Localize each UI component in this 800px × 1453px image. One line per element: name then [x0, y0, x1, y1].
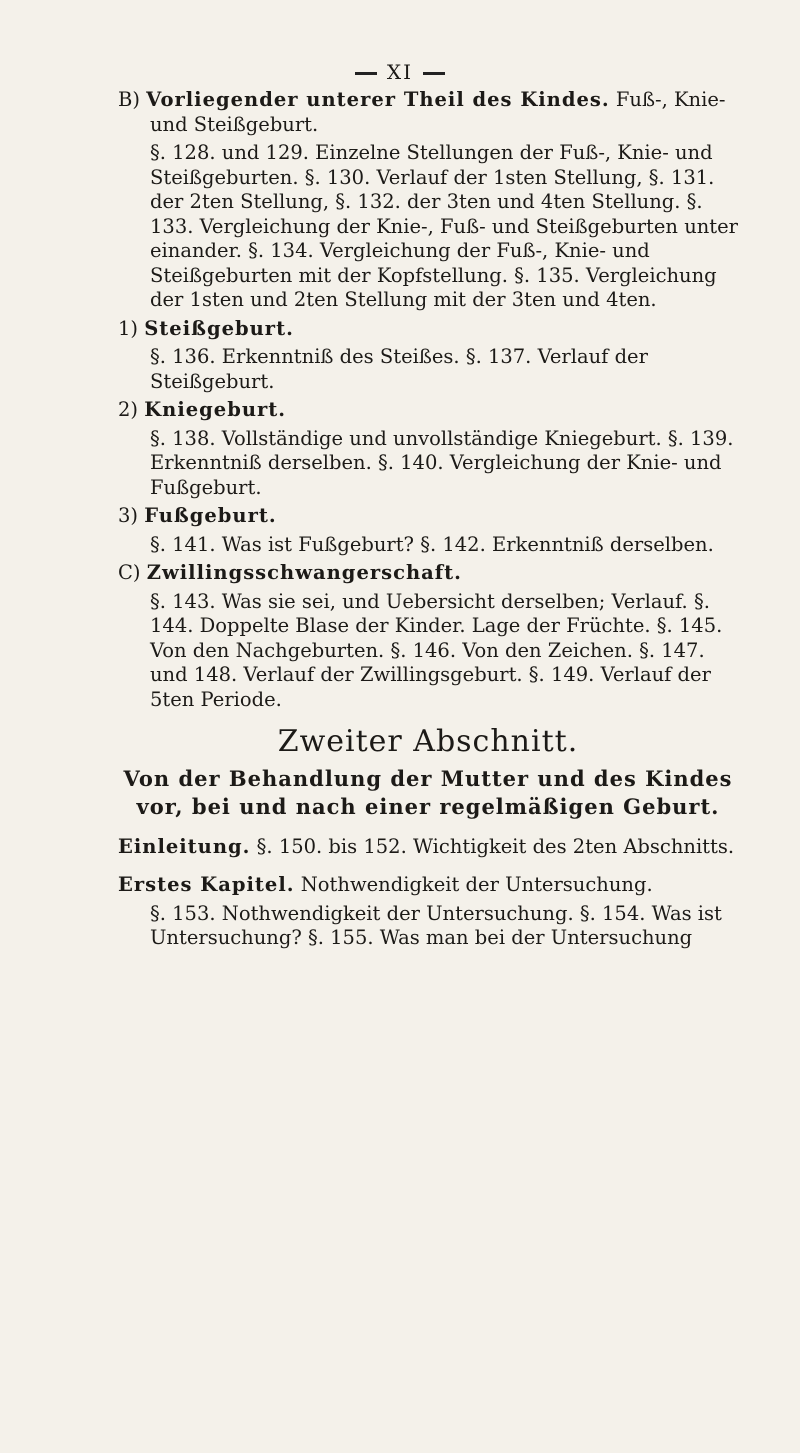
section-c-label: C)	[118, 561, 141, 584]
part-heading: Zweiter Abschnitt.	[277, 724, 579, 759]
part-subheading: Von der Behandlung der Mutter und des Kindes vor, bei und nach einer regelmäßigen Geburt.	[123, 765, 733, 819]
introduction-label: Einleitung.	[118, 834, 251, 858]
chapter-1-label: Erstes Kapitel.	[118, 873, 295, 896]
subsection-2	[118, 398, 738, 423]
section-c-title: Zwillingsschwangerschaft.	[146, 561, 462, 584]
page-header	[0, 60, 800, 84]
chapter-1-entry	[118, 873, 738, 898]
subsection-3-title: Fußgeburt.	[144, 504, 277, 527]
introduction-text: §. 150. bis 152. Wichtigkeit des 2ten Abschnitts.	[250, 834, 735, 858]
section-c	[118, 561, 738, 586]
subsection-3-label: 3)	[118, 504, 139, 527]
subsection-3-items: §. 141. Was ist Fußgeburt? §. 142. Erkenntniß derselben.	[150, 532, 714, 556]
subsection-1-label: 1)	[118, 316, 139, 340]
table-of-contents	[118, 88, 738, 955]
section-b-items: §. 128. und 129. Einzelne Stellungen der Fuß-, Knie- und Steißgeburten. §. 130. Verlauf der 1sten Stellung, §. 131. der 2ten Stellung, §. 132. der 3ten und 4ten Stellung. §. 133. Vergleichung der Knie-, Fuß- und Steißgeburten unter einander. §. 134. Vergleichung der Fuß-, Knie- und Steißgeburten mit der Kopfstellung. §. 135. Vergleichung der 1sten und 2ten Stellung mit der 3ten und 4ten.	[150, 141, 739, 311]
chapter-1-title: Nothwendigkeit der Untersuchung.	[294, 873, 653, 896]
section-b	[118, 88, 738, 137]
subsection-1-items: §. 136. Erkenntniß des Steißes. §. 137. Verlauf der Steißgeburt.	[150, 345, 648, 393]
chapter-1-items: §. 153. Nothwendigkeit der Untersuchung. §. 154. Was ist Untersuchung? §. 155. Was man bei der Untersuchung	[150, 901, 722, 949]
subsection-1-title: Steißgeburt.	[144, 316, 294, 340]
section-b-label: B)	[118, 88, 140, 111]
page-number: XI	[386, 60, 414, 84]
subsection-3	[118, 504, 738, 529]
header-dash-left	[355, 72, 377, 75]
subsection-2-title: Kniegeburt.	[144, 398, 287, 421]
subsection-1	[118, 317, 738, 342]
header-dash-right	[423, 72, 445, 75]
section-b-title: Vorliegender unterer Theil des Kindes.	[146, 88, 610, 111]
section-c-items: §. 143. Was sie sei, und Uebersicht derselben; Verlauf. §. 144. Doppelte Blase der Kinder. Lage der Früchte. §. 145. Von den Nachgeburten. §. 146. Von den Zeichen. §. 147. und 148. Verlauf der Zwillingsgeburt. §. 149. Verlauf der 5ten Periode.	[150, 589, 723, 711]
subsection-2-items: §. 138. Vollständige und unvollständige Kniegeburt. §. 139. Erkenntniß derselben. §. 140. Vergleichung der Knie- und Fußgeburt.	[150, 426, 734, 499]
introduction-entry	[118, 835, 738, 860]
subsection-2-label: 2)	[118, 398, 139, 421]
section-b-title-rest: Fuß-, Knie- und Steißgeburt.	[150, 88, 726, 136]
